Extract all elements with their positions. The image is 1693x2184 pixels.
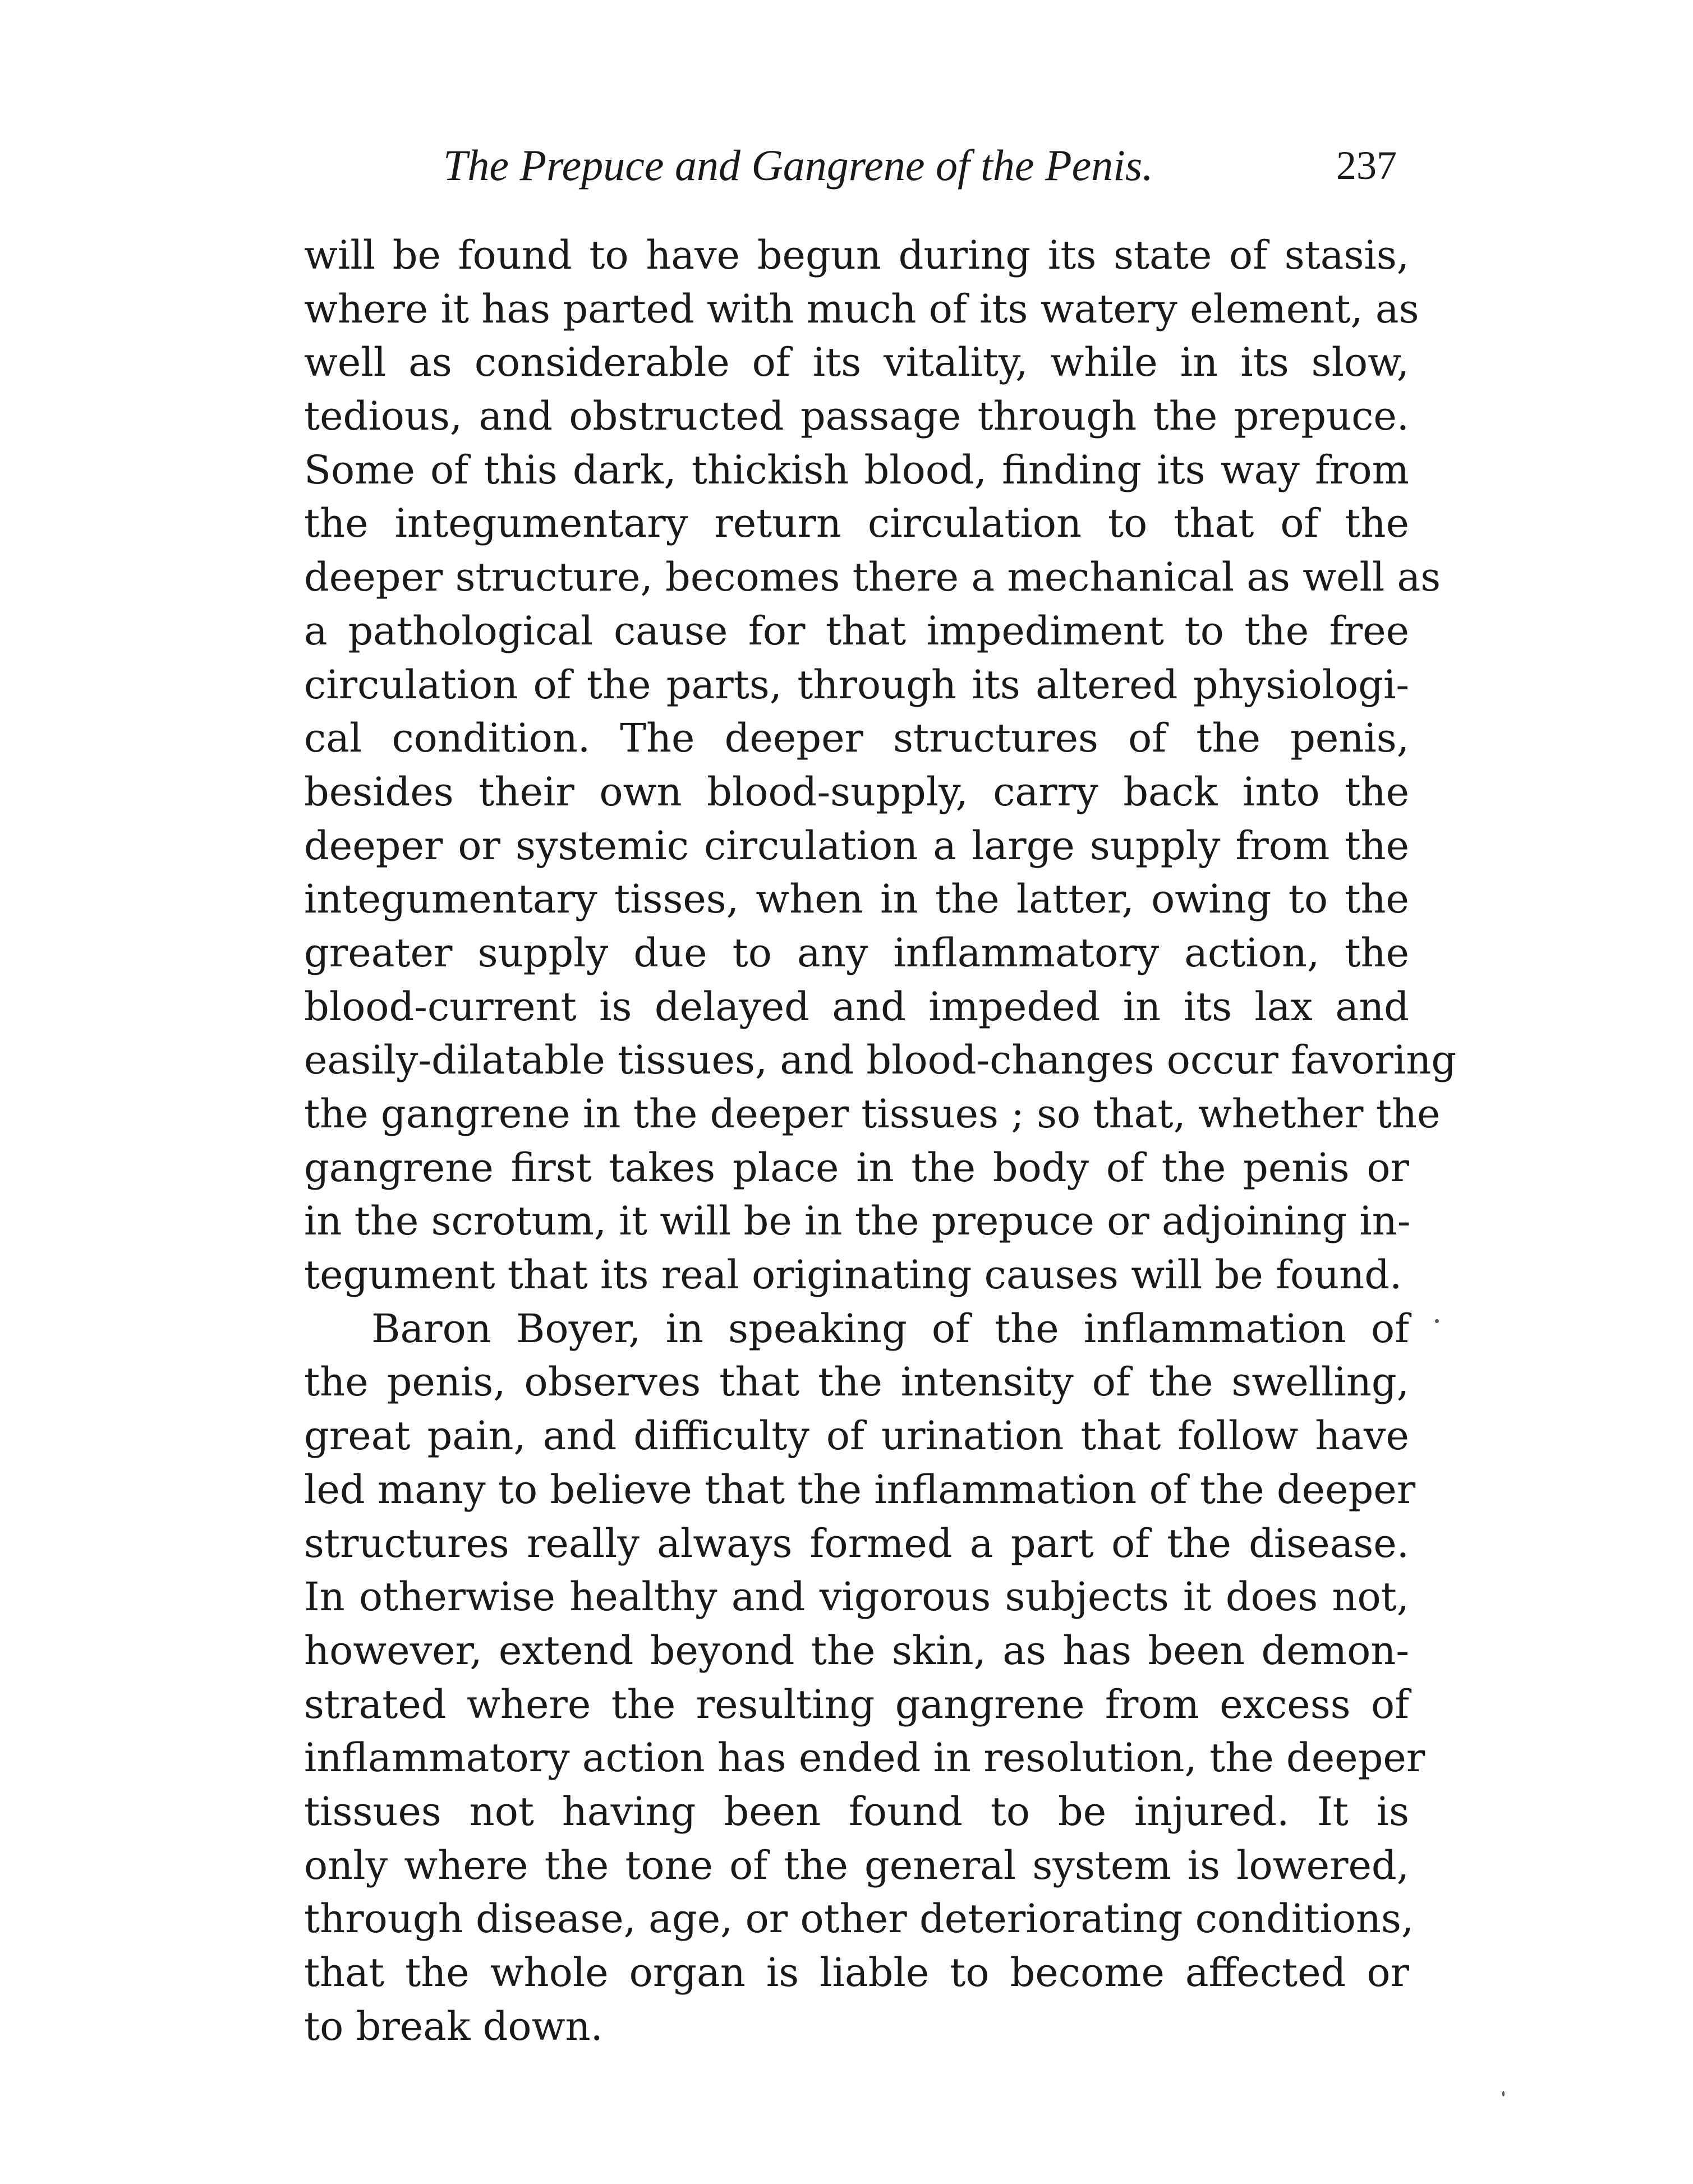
text-line: integumentary tisses, when in the latter, owing to the [304,876,1409,923]
text-line: to break down. [304,2003,603,2049]
text-line: deeper structure, becomes there a mechanical as well as [304,554,1441,601]
text-line: will be found to have begun during its state of stasis, [304,232,1409,278]
text-line: besides their own blood-supply, carry back into the [304,768,1409,815]
paragraph-start-line: Baron Boyer, in speaking of the inflammation of [371,1305,1409,1352]
text-line: deeper or systemic circulation a large supply from the [304,822,1409,869]
text-line: inflammatory action has ended in resolution, the deeper [304,1735,1425,1781]
text-line: where it has parted with much of its watery element, as [304,285,1419,332]
text-line: a pathological cause for that impediment to the free [304,607,1409,654]
text-line: tedious, and obstructed passage through the prepuce. [304,393,1409,440]
text-line: through disease, age, or other deteriorating conditions, [304,1896,1414,1942]
text-line: led many to believe that the inflammation of the deeper [304,1466,1416,1513]
text-line: Some of this dark, thickish blood, finding its way from [304,446,1409,493]
text-line: that the whole organ is liable to become affected or [304,1950,1409,1996]
text-line: the integumentary return circulation to that of the [304,500,1409,547]
text-line: easily-dilatable tissues, and blood-changes occur favoring [304,1037,1457,1084]
text-line: strated where the resulting gangrene from excess of [304,1681,1409,1727]
text-line: circulation of the parts, through its altered physiologi- [304,661,1409,708]
running-head [443,137,1397,193]
text-line: greater supply due to any inflammatory action, the [304,929,1409,976]
text-line: well as considerable of its vitality, while in its slow, [304,339,1409,386]
text-line: tegument that its real originating causes will be found. [304,1252,1402,1298]
text-line: great pain, and difficulty of urination that follow have [304,1413,1409,1459]
text-line: blood-current is delayed and impeded in its lax and [304,983,1409,1030]
text-line: In otherwise healthy and vigorous subjects it does not, [304,1574,1409,1620]
text-line: the penis, observes that the intensity of the swelling, [304,1359,1409,1406]
text-line: tissues not having been found to be injured. It is [304,1788,1409,1835]
text-line: cal condition. The deeper structures of the penis, [304,715,1409,762]
body-text [304,229,1457,2053]
scan-speck [1502,2091,1505,2097]
text-line: however, extend beyond the skin, as has been demon- [304,1627,1409,1674]
text-line: the gangrene in the deeper tissues ; so that, whether the [304,1091,1441,1137]
text-line: gangrene first takes place in the body of the penis or [304,1144,1409,1191]
text-line: in the scrotum, it will be in the prepuce or adjoining in- [304,1198,1411,1245]
text-line: structures really always formed a part of the disease. [304,1520,1409,1566]
running-title: The Prepuce and Gangrene of the Penis. [443,141,1153,190]
page-number: 237 [1336,143,1397,188]
scan-speck [1435,1319,1439,1323]
text-line: only where the tone of the general system is lowered, [304,1842,1409,1888]
